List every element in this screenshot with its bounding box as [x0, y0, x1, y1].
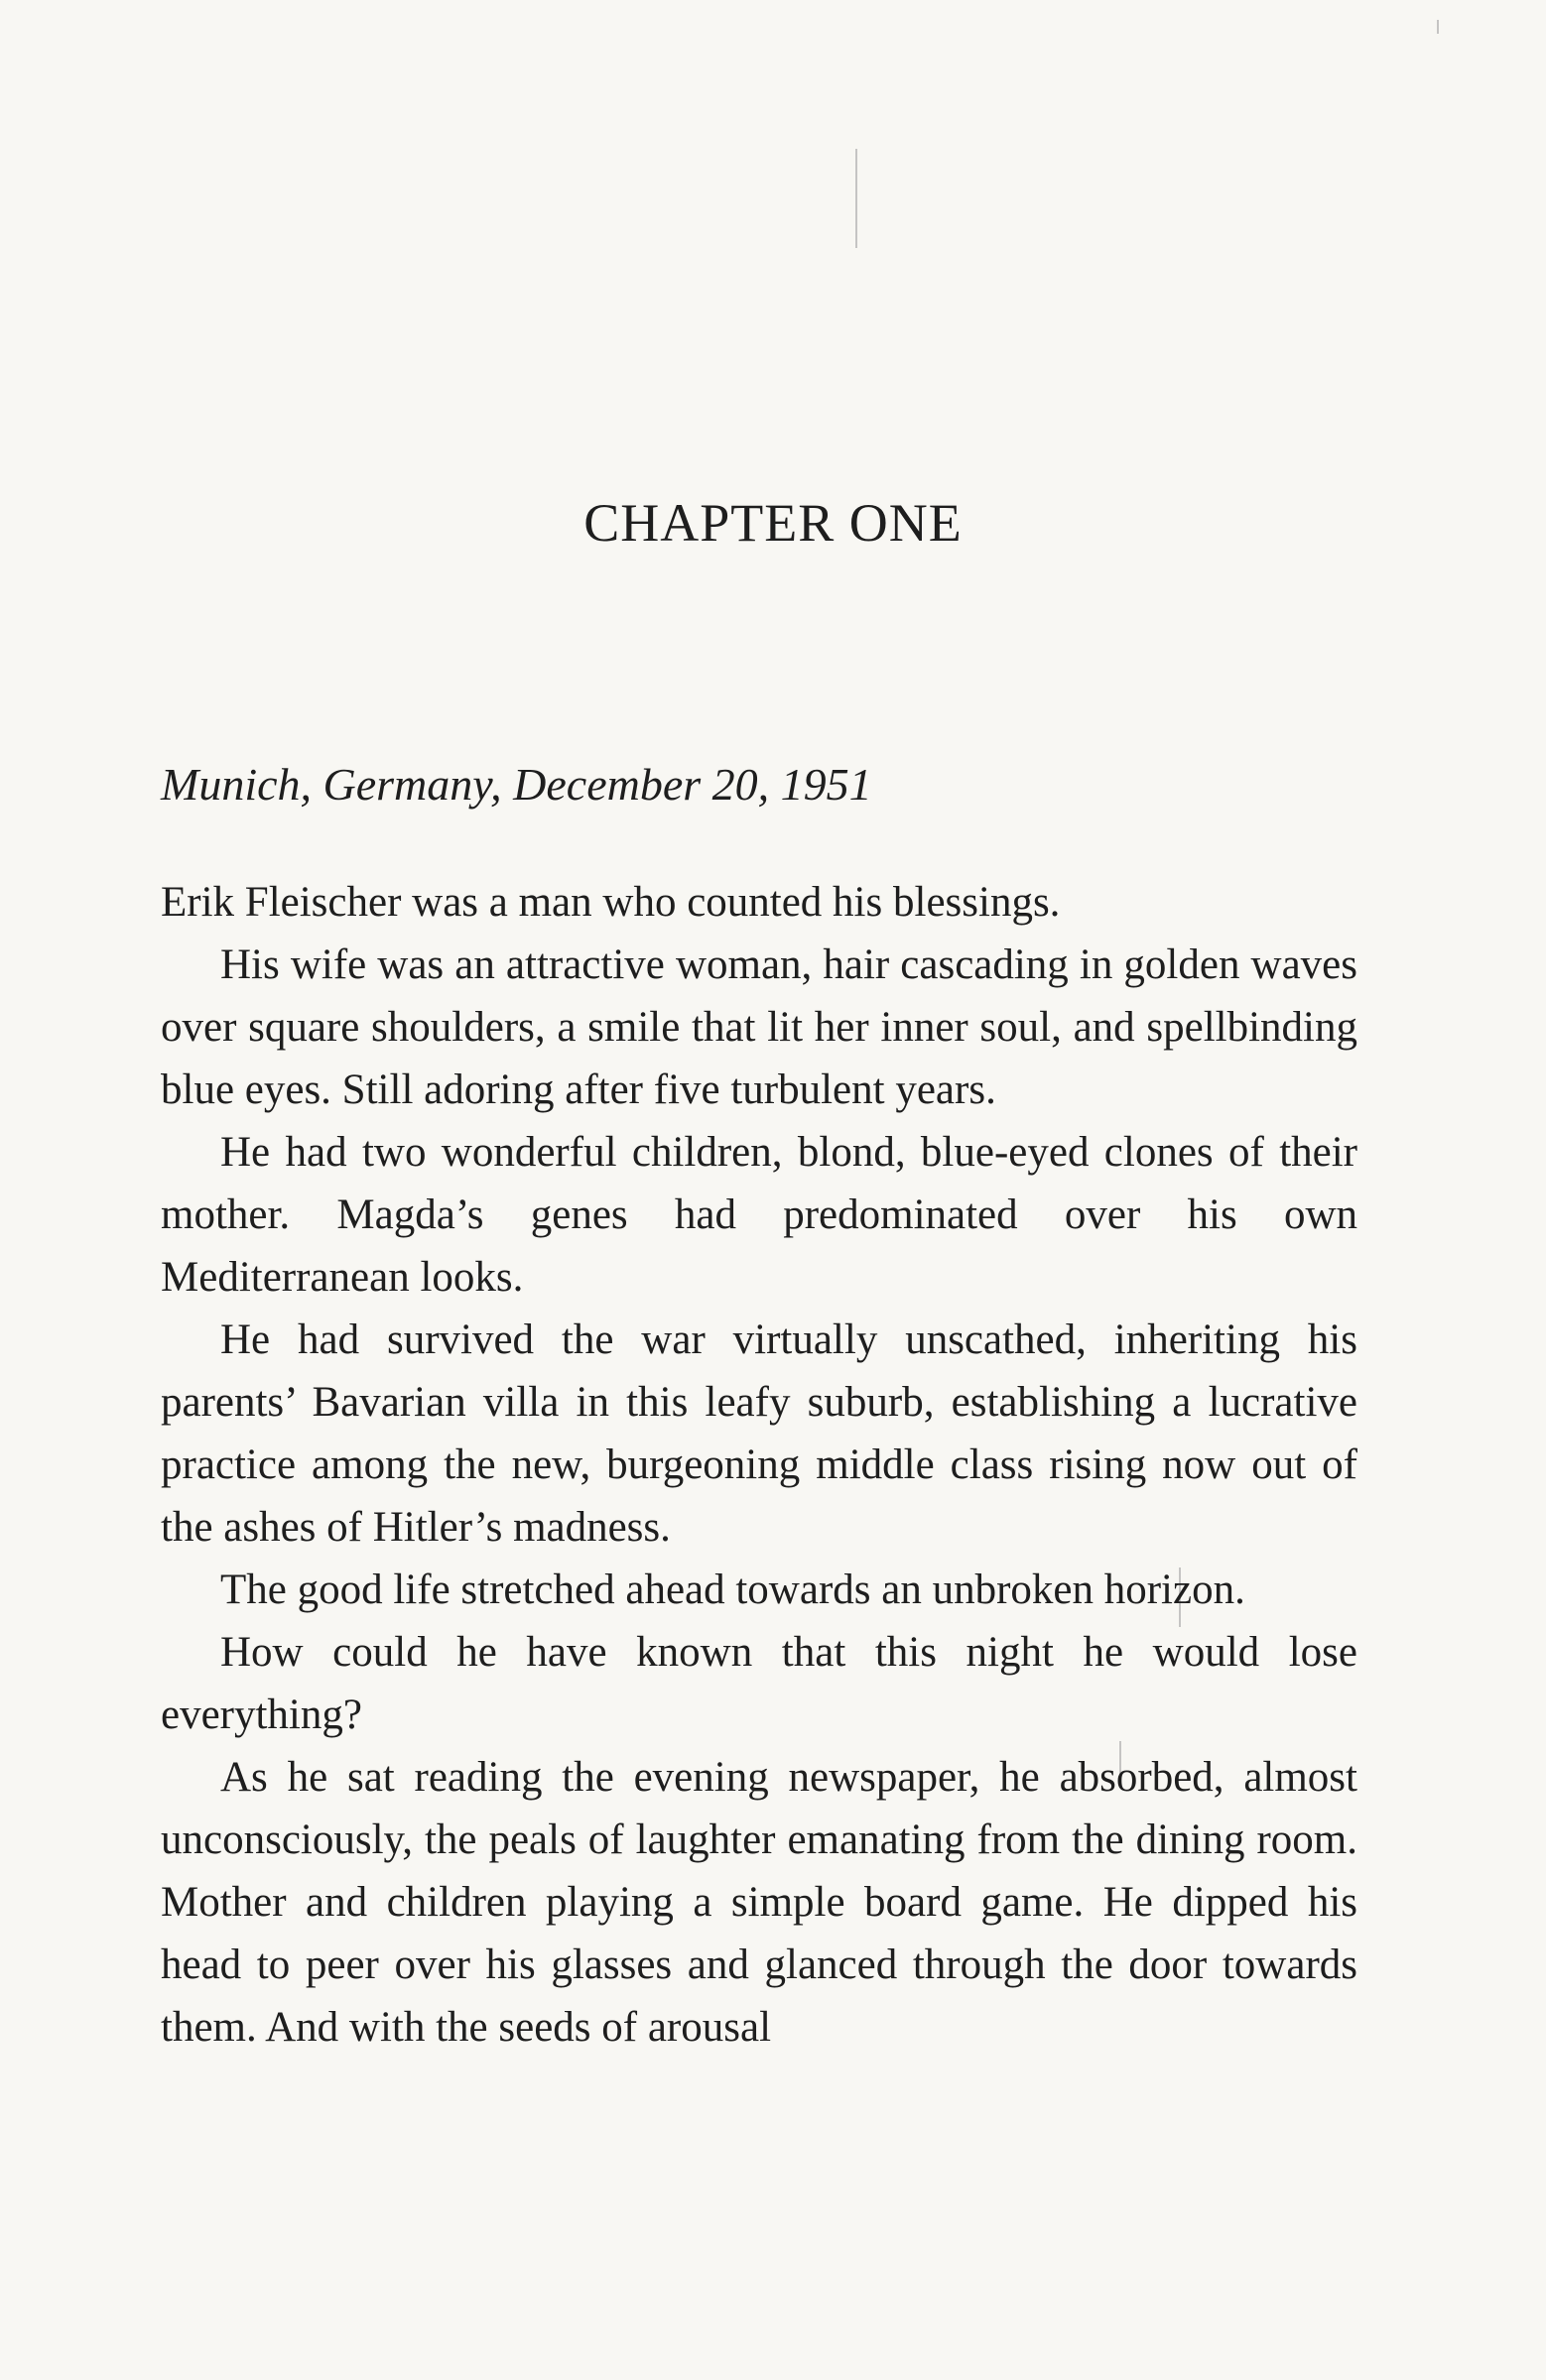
- chapter-dateline: Munich, Germany, December 20, 1951: [161, 759, 872, 810]
- paragraph: As he sat reading the evening newspaper, he absorbed, almost unconsciously, the peals of laughter emanating from the dining room. Mother and children playing a simple board game. He dipped his head to peer over his glasses and glanced through the door towards them. And with the seeds of arousal: [161, 1754, 1357, 2051]
- chapter-title: CHAPTER ONE: [583, 493, 963, 553]
- paragraph: The good life stretched ahead towards an unbroken horizon.: [220, 1566, 1245, 1613]
- paragraph: His wife was an attractive woman, hair cascading in golden waves over square shoulders, a smile that lit her inner soul, and spellbinding blue eyes. Still adoring after five turbulent years.: [161, 941, 1357, 1113]
- scan-artifact: [1437, 20, 1439, 34]
- paragraph: He had survived the war virtually unscathed, inheriting his parents’ Bavarian villa in this leafy suburb, establishing a lucrative practice among the new, burgeoning middle class rising now out of the ashes of Hitler’s madness.: [161, 1316, 1357, 1551]
- paragraph: How could he have known that this night he would lose everything?: [161, 1629, 1357, 1738]
- chapter-body: [161, 871, 1357, 2059]
- paragraph: Erik Fleischer was a man who counted his blessings.: [161, 879, 1061, 926]
- paragraph: He had two wonderful children, blond, blue-eyed clones of their mother. Magda’s genes had predominated over his own Mediterranean looks.: [161, 1129, 1357, 1301]
- scan-artifact: [855, 149, 857, 248]
